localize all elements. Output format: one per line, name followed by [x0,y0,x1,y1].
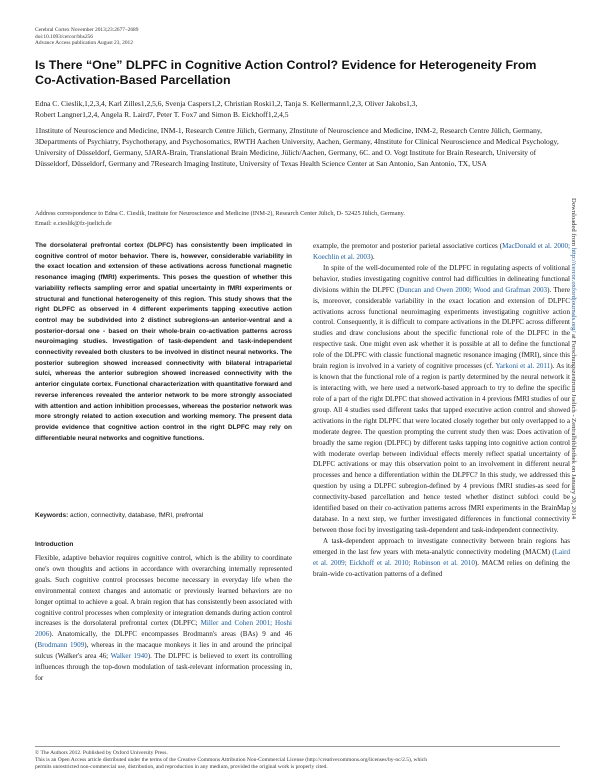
correspondence-email: Email: e.cieslik@fz-juelich.de [35,220,112,227]
authors-line-2: Robert Langner1,2,4, Angela R. Laird7, Peter T. Fox7 and Simon B. Eickhoff1,2,4,5 [35,109,289,119]
authors-line-1: Edna C. Cieslik,1,2,3,4, Karl Zilles1,2,5,6, Svenja Caspers1,2, Christian Roski1,2, Tanja S. Kellermann1,2,3, Oliver Jakobs1,3, [35,99,418,108]
abstract: The dorsolateral prefrontal cortex (DLPFC) has consistently been implicated in cognitive control of motor behavior. There is, however, considerable variability in the exact location and extension of these activations across functional magnetic resonance imaging (fMRI) experiments. This poses the question of whether this variability reflects sampling error and spatial uncertainty in fMRI experiments or structural and functional heterogeneity of this region. This study shows that the right DLPFC as observed in 4 different experiments tapping executive action control may be subdivided into 2 distinct subregions-an anterior-ventral and a posterior-dorsal one - based on their whole-brain co-activation patterns across neuroimaging studies. Investigation of task-dependent and task-independent connectivity revealed both clusters to be involved in distinct neural networks. The posterior subregion showed increased connectivity with bilateral intraparietal sulci, whereas the anterior subregion showed increased connectivity with the anterior cingulate cortex. Functional characterization with quantitative forward and reverse inferences revealed the anterior network to be more strongly associated with attention and action inhibition processes, whereas the posterior network was more strongly related to action execution and working memory. The present data provide evidence that cognitive action control in the right DLPFC may rely on differentiable neural networks and cognitive functions. [35,242,292,442]
text: ). [370,252,375,261]
text: In spite of the well-documented role of the DLPFC in regulating aspects of volitional behavior, studies investigating cognitive control had difficulties in delineating functional divisions within the DLPFC ( [313,263,570,294]
introduction-text [35,553,292,684]
license-text: permits unrestricted non-commercial use, distribution, and reproduction in any medium, provided the original work is properly cited. [35,764,328,770]
affiliations: 1Institute of Neuroscience and Medicine, INM-1, Research Centre Jülich, Germany, 2Institute of Neuroscience and Medicine, INM-2, Research Centre Jülich, Germany, 3Departments of Psychiatry, Psychotherapy, and Psychosomatics, RWTH Aachen University, Aachen, Germany, 4Institute for Clinical Neuroscience and Medical Psychology, University of Düsseldorf, Germany, 5JARA-Brain, Translational Brain Medicine, Jülich/Aachen, Germany, 6C. and O. Vogt Institute for Brain Research, University of Düsseldorf, Düsseldorf, Germany and 7Research Imaging Institute, University of Texas Health Science Center at San Antonio, San Antonio, TX, USA [35,126,559,168]
copyright: © The Authors 2012. Published by Oxford University Press. [35,750,168,756]
text: ). As it is known that the functional role of a region is partly determined by the neural network it is interacting with, we here used a network-based approach to try to define the specific role of a part of the right DLPFC that showed activation in 4 previous fMRI studies of our group. All 4 studies used different tasks that tapped executive action control and showed activations in the right DLPFC that were located closely together but only overlapped to a moderate degree. The question prompting the current study then was: Does activation of broadly the same region (DLPFC) by different tasks tapping into cognitive action control with moderate overlap between individual effects merely reflect spatial uncertainty of DLPFC activations or may this observation point to an involvement in different neural processes and hence a differentiation within the DLPFC? In this study, we addressed this question by using a DLPFC subregion-defined by 4 previous fMRI studies-as seed for connectivity-based parcellation and hence tested whether distinct subfoci could be identified based on their co-activation patterns across fMRI experiments in the BrainMap database. In a next step, we further investigated differences in functional connectivity between those foci by investigating task-dependent and task-independent connectivity. [313,362,571,534]
download-prefix: Downloaded from [570,198,577,248]
text: ). There is, moreover, considerable variability in the exact location and extension of DLPFC activations across functional neuroimaging experiments investigating cognitive action control. Consequently, it is difficult to compare activations in the DLPFC across different studies and draw conclusions about the specific functional role of the DLPFC in the respective task. One might even ask whether it is possible at all to define the functional role of the DLPFC with classic functional magnetic resonance imaging (fMRI), since this brain region is involved in a variety of cognitive processes (cf. [313,285,570,371]
right-column [313,241,570,580]
doi: doi:10.1093/cercor/bhs256 [35,33,93,40]
citation-link[interactable]: MacDonald et al. 2000; Koechlin et al. 2003 [313,242,570,261]
keywords-list: action, connectivity, database, fMRI, prefrontal [68,512,204,519]
license-footer [35,746,560,771]
correspondence-address: Address correspondence to Edna C. Cieslik, Institute for Neuroscience and Medicine (INM-2), Research Center Jülich, D- 52425 Jülich, Germany. [35,210,405,217]
citation-link[interactable]: Duncan and Owen 2000; Wood and Grafman 2003 [399,285,548,294]
text: A task-dependent approach to investigate connectivity between brain regions has emerged in the last few years with meta-analytic connectivity modeling (MACM) ( [313,536,570,556]
section-heading-introduction: Introduction [35,541,74,548]
article-title: Is There “One” DLPFC in Cognitive Action Control? Evidence for Heterogeneity From Co-Activation-Based Parcellation [35,58,537,87]
journal-citation: Cerebral Cortex November 2013;23:2677–2689 [35,27,139,33]
intro-text-3: ), whereas in the macaque monkeys it lies in and around the principal sulcus (Walker's area 46; [35,641,292,661]
paragraph [313,241,570,263]
text: ). MACM relies on defining the brain-wide co-activation patterns of a defined [313,558,571,578]
journal-link[interactable]: http://cercor.oxfordjournals.org/ [570,247,577,333]
intro-text-2: ). Anatomically, the DLPFC encompasses Brodmann's areas (BAs) 9 and 46 ( [35,630,292,650]
download-suffix: at Forschungszentrum Juelich - Zentralbibliothek on January 20, 2014 [570,332,577,520]
citation-link[interactable]: Laird et al. 2009; Eickhoff et al. 2010; Robinson et al. 2010 [313,547,570,567]
author-list [35,99,560,121]
license-text: This is an Open Access article distributed under the terms of the Creative Commons Attribution Non-Commercial License (http://creativecommons.org/licenses/by-nc/2.5), which [35,757,427,763]
intro-text-1: Flexible, adaptive behavior requires cognitive control, which is the ability to coordinate one's own thoughts and actions in accordance with overarching internally represented goals. Such cognitive control processes become necessary in everyday life when the environmental context changes and automatic or previously learned behaviors are no longer optimal to achieve a goal. A brain region that has consistently been associated with cognitive control processes when complexity or integration demands during action control increases is the dorsolateral prefrontal cortex (DLPFC; [35,554,292,628]
text: example, the premotor and posterior parietal associative cortices ( [313,242,503,250]
publication-date: Advance Access publication August 23, 2012 [35,40,133,47]
citation-link[interactable]: Walker 1940 [110,652,148,661]
citation-link[interactable]: Yarkoni et al. 2011 [495,362,551,371]
intro-text-4: ). The DLPFC is believed to exert its controlling influences through the top-down modulation of task-relevant information processing in, for [35,652,293,682]
correspondence-block [35,209,560,229]
citation-link[interactable]: Brodmann 1909 [37,641,85,650]
journal-header [35,27,138,47]
citation-link[interactable]: Miller and Cohen 2001; Hoshi 2006 [35,619,292,639]
paragraph [313,263,570,536]
paragraph [313,536,570,580]
keywords-label: Keywords: [35,512,69,519]
keywords [35,512,292,519]
download-notice [570,198,577,519]
